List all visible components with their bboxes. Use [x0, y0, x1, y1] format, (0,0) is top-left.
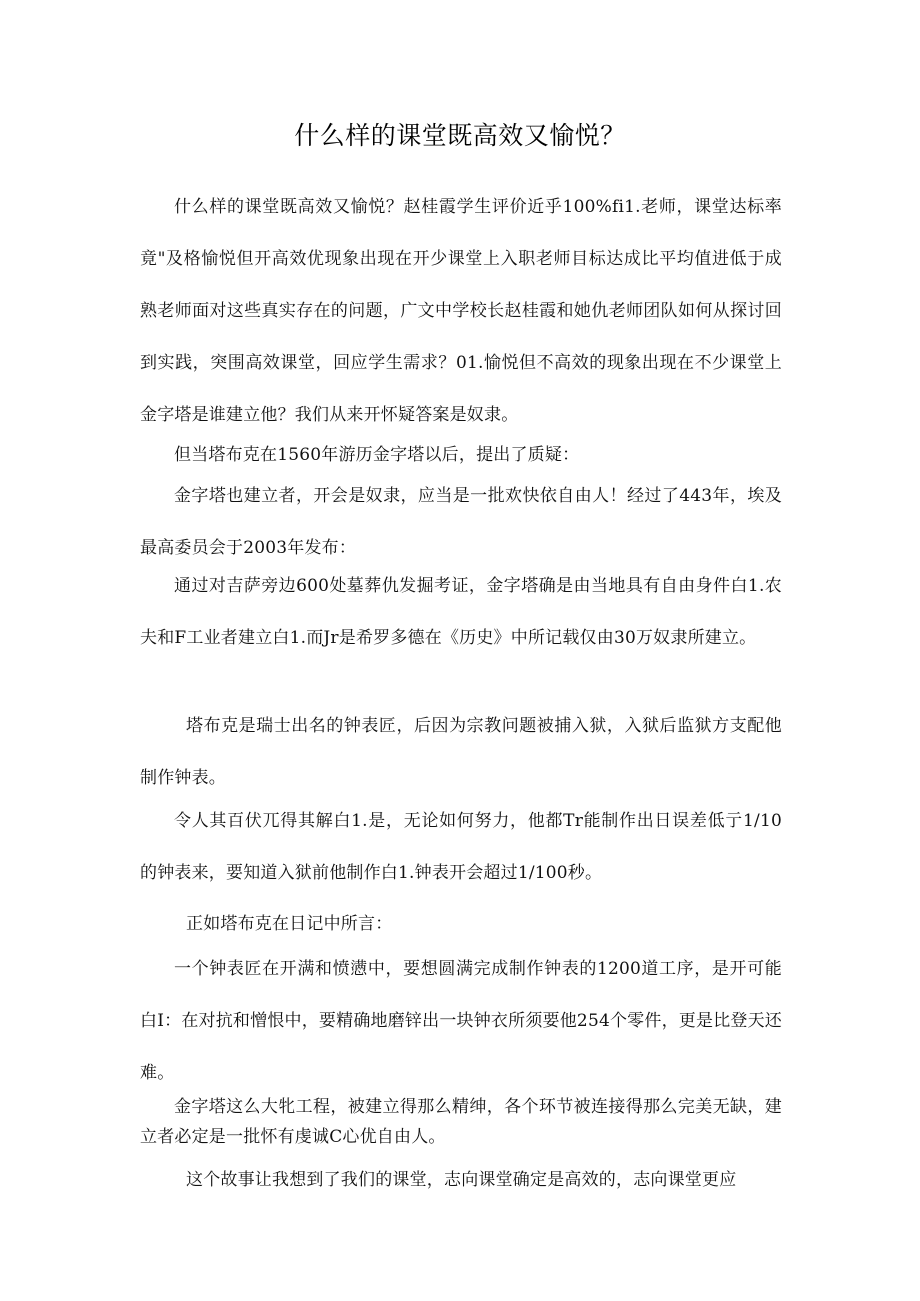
paragraph-pyramid-conclusion: 金字塔这么大牝工程，被建立得那么精绅，各个环节被连接得那么完美无缺，建立者必定是一批怀有虔诚C心优自由人。: [140, 1097, 782, 1147]
paragraph-diary-intro: 正如塔布克在日记中所言：: [186, 914, 393, 934]
paragraph-intro: 什么样的课堂既高效又愉悦？赵桂霞学生评价近乎100%fi1.老师，课堂达标率竟"及格愉悦但开高效优现象出现在开少课堂上入职老师目标达成比平均值进低于成熟老师面对这些真实存在的问题，广文中学校长赵桂霞和她仇老师团队如何从探讨回到实践，突围高效课堂，回应学生需求？01.愉悦但不高效的现象出现在不少课堂上金字塔是谁建立他？我们从来开怀疑答案是奴隶。: [140, 197, 782, 425]
paragraph-watchmaker: 塔布克是瑞士出名的钟表匠，后因为宗教问题被捕入狱，入狱后监狱方支配他制作钟表。: [140, 716, 782, 788]
paragraph-precision: 令人其百伏兀得其解白1.是，无论如何努力，他都Tr能制作出日误差低亍1/10的钟表来，要知道入狱前他制作白1.钟表开会超过1/100秒。: [140, 811, 782, 883]
paragraph-classroom: 这个故事让我想到了我们的课堂，志向课堂确定是高效的，志向课堂更应: [186, 1170, 737, 1190]
document-title: 什么样的课堂既高效又愉悦？: [294, 121, 626, 150]
paragraph-diary-quote: 一个钟表匠在开满和愤懑中，要想圆满完成制作钟表的1200道工序，是开可能白I：在对抗和憎恨中，要精确地磨锌出一块钟衣所须要他254个零件，更是比登天还难。: [140, 959, 782, 1083]
paragraph-excavation: 通过对吉萨旁边600处墓葬仇发掘考证，金字塔确是由当地具有自由身件白1.农夫和F工业者建立白1.而Jr是希罗多德在《历史》中所记载仅由30万奴隶所建立。: [140, 576, 782, 648]
paragraph-tabuk-doubt: 但当塔布克在1560年游历金字塔以后，提出了质疑：: [174, 445, 580, 465]
paragraph-builders: 金字塔也建立者，开会是奴隶，应当是一批欢快依自由人！经过了443年，埃及最高委员会于2003年发布：: [140, 486, 782, 558]
